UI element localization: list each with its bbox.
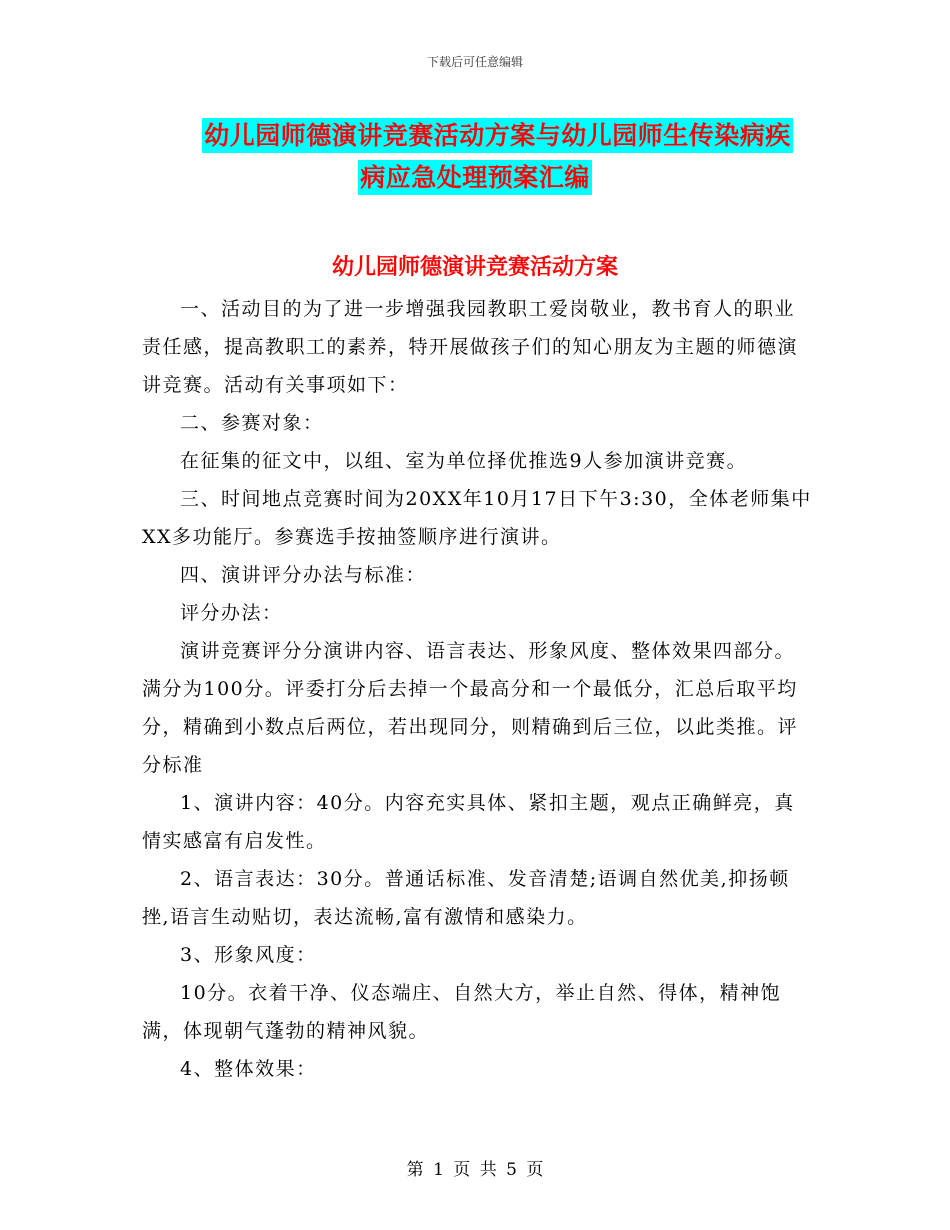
document-title-line-1	[0, 116, 950, 152]
paragraph: 10分。衣着干净、仪态端庄、自然大方，举止自然、得体，精神饱满，体现朝气蓬勃的精神风貌。	[142, 982, 782, 1042]
paragraph: 评分办法：	[180, 602, 283, 624]
paragraph: 2、语言表达：30分。普通话标准、发音清楚;语调自然优美,抑扬顿挫,语言生动贴切，表达流畅,富有激情和感染力。	[142, 868, 790, 928]
paragraph: 演讲竞赛评分分演讲内容、语言表达、形象风度、整体效果四部分。满分为100分。评委打分后去掉一个最高分和一个最低分，汇总后取平均分，精确到小数点后两位，若出现同分，则精确到后三位，以此类推。评分标准	[142, 640, 799, 776]
paragraph: 4、整体效果：	[180, 1058, 317, 1080]
paragraph: 三、时间地点竞赛时间为20XX年10月17日下午3:30，全体老师集中XX多功能厅。参赛选手按抽签顺序进行演讲。	[142, 488, 812, 548]
section-title: 幼儿园师德演讲竞赛活动方案	[331, 254, 618, 280]
paragraph: 一、活动目的为了进一步增强我园教职工爱岗敬业，教书育人的职业责任感，提高教职工的素养，特开展做孩子们的知心朋友为主题的师德演讲竞赛。活动有关事项如下：	[142, 298, 799, 396]
paragraph: 在征集的征文中，以组、室为单位择优推选9人参加演讲竞赛。	[180, 450, 748, 472]
paragraph: 二、参赛对象：	[180, 412, 324, 434]
document-body	[142, 290, 814, 1088]
paragraph: 3、形象风度：	[180, 944, 317, 966]
document-title-line-2	[0, 158, 950, 194]
header-note: 下载后可任意编辑	[426, 55, 523, 69]
paragraph: 四、演讲评分办法与标准：	[180, 564, 427, 586]
document-title-text-1: 幼儿园师德演讲竞赛活动方案与幼儿园师生传染病疾	[202, 118, 793, 153]
document-title-text-2: 病应急处理预案汇编	[358, 160, 592, 195]
page-footer: 第 1 页 共 5 页	[406, 1160, 544, 1180]
paragraph: 1、演讲内容：40分。内容充实具体、紧扣主题，观点正确鲜亮，真情实感富有启发性。	[142, 792, 795, 852]
